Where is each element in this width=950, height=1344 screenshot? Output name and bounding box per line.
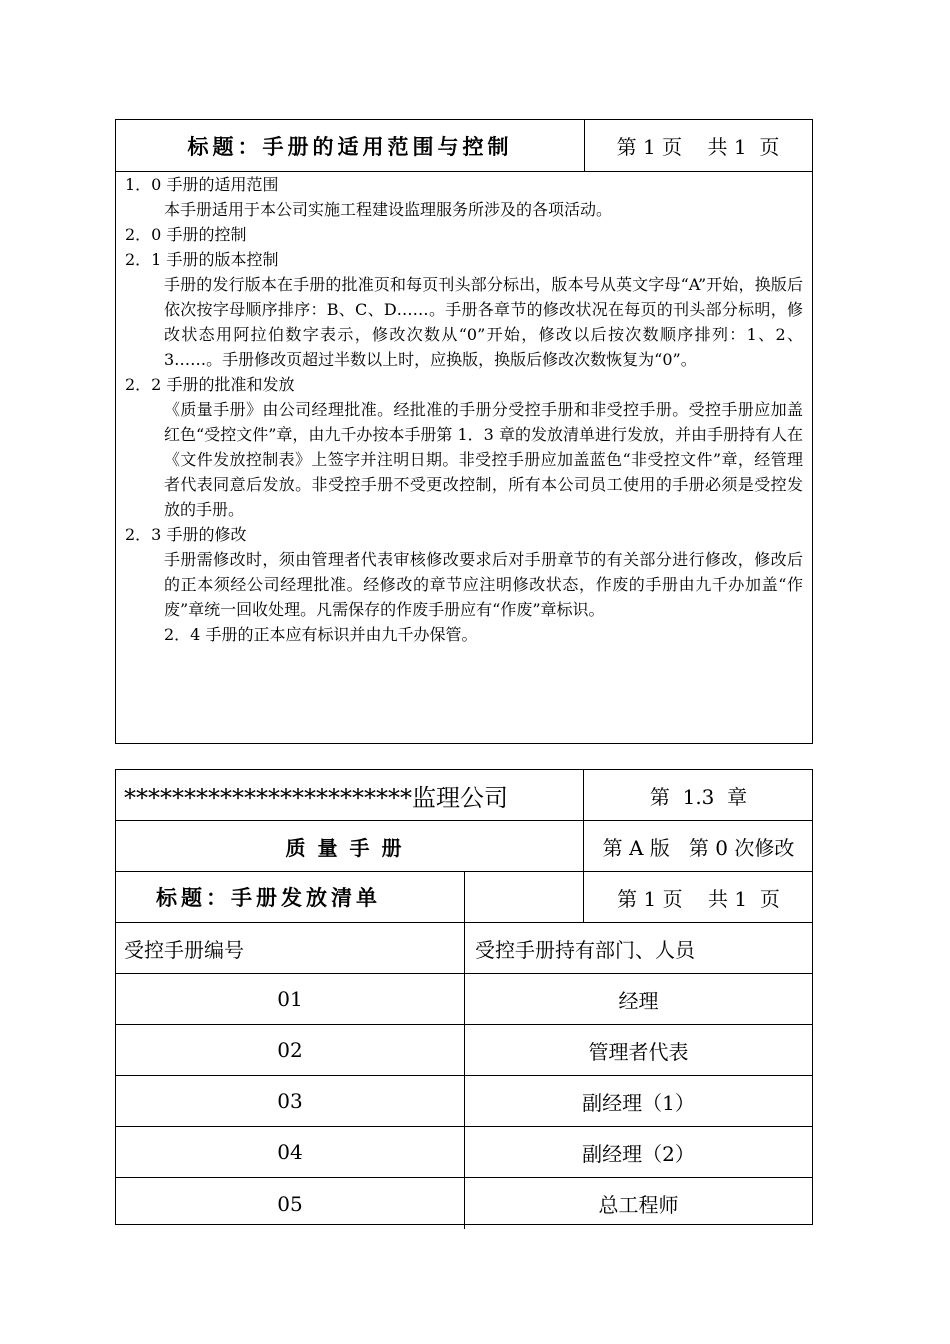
paragraph-2-4: 2．4 手册的正本应有标识并由九千办保管。 — [164, 625, 478, 644]
section-1-page-info: 第 1 页 共 1 页 — [616, 135, 780, 159]
version-info: 第 A 版 第 0 次修改 — [584, 821, 813, 872]
table-row — [116, 1025, 812, 1076]
section-1-header — [116, 120, 812, 172]
cell-holder: 总工程师 — [598, 1193, 679, 1217]
section-2-title: 标题：手册发放清单 — [116, 872, 465, 923]
heading-1-0: 1．0 手册的适用范围 — [125, 175, 279, 194]
heading-2-0: 2．0 手册的控制 — [125, 225, 247, 244]
cell-holder: 管理者代表 — [588, 1039, 689, 1064]
cell-number: 02 — [116, 1025, 465, 1075]
heading-2-1: 2．1 手册的版本控制 — [125, 250, 279, 269]
cell-number: 05 — [116, 1178, 465, 1229]
section-1-box — [115, 119, 813, 744]
company-name: ************************监理公司 — [116, 770, 584, 821]
cell-holder: 经理 — [618, 988, 659, 1013]
distribution-table — [116, 923, 812, 1229]
header-manual-number: 受控手册编号 — [116, 923, 465, 973]
table-row — [116, 1127, 812, 1178]
section-1-title: 标题：手册的适用范围与控制 — [116, 120, 585, 171]
cell-holder: 副经理（1） — [582, 1090, 695, 1115]
section-1-content — [116, 172, 812, 647]
table-row — [116, 1076, 812, 1127]
cell-number: 04 — [116, 1127, 465, 1177]
header-holder: 受控手册持有部门、人员 — [475, 937, 695, 962]
paragraph-version-control: 手册的发行版本在手册的批准页和每页刊头部分标出，版本号从英文字母“A”开始，换版后依次按字母顺序排序：B、C、D……。手册各章节的修改状况在每页的刊头部分标明，修改状态用阿拉伯数字表示，修改次数从“0”开始，修改以后按次数顺序排列：1、2、3……。手册修改页超过半数以上时，应换版，换版后修改次数恢复为“0”。 — [164, 275, 803, 369]
paragraph-modification: 手册需修改时，须由管理者代表审核修改要求后对手册章节的有关部分进行修改，修改后的正本须经公司经理批准。经修改的章节应注明修改状态，作废的手册由九千办加盖“作废”章统一回收处理。凡需保存的作废手册应有“作废”章标识。 — [164, 550, 803, 619]
cell-number: 01 — [116, 974, 465, 1024]
section-2-box — [115, 769, 813, 1225]
manual-title: 质量手册 — [116, 821, 584, 872]
heading-2-2: 2．2 手册的批准和发放 — [125, 375, 295, 394]
chapter-number: 第 1.3 章 — [584, 770, 813, 821]
table-row — [116, 1178, 812, 1229]
paragraph-approval: 《质量手册》由公司经理批准。经批准的手册分受控手册和非受控手册。受控手册应加盖红色“受控文件”章，由九千办按本手册第 1．3 章的发放清单进行发放，并由手册持有人在《文件发放控制表》上签字并注明日期。非受控手册应加盖蓝色“非受控文件”章，经管理者代表同意后发放。非受控手册不受更改控制，所有本公司员工使用的手册必须是受控发放的手册。 — [164, 400, 803, 519]
cell-holder: 副经理（2） — [582, 1141, 695, 1166]
table-header-row — [116, 923, 812, 974]
paragraph-scope: 本手册适用于本公司实施工程建设监理服务所涉及的各项活动。 — [164, 200, 613, 219]
table-row — [116, 974, 812, 1025]
cell-number: 03 — [116, 1076, 465, 1126]
title-spacer — [465, 872, 584, 923]
section-2-page-info: 第 1 页 共 1 页 — [584, 872, 813, 923]
heading-2-3: 2．3 手册的修改 — [125, 525, 247, 544]
